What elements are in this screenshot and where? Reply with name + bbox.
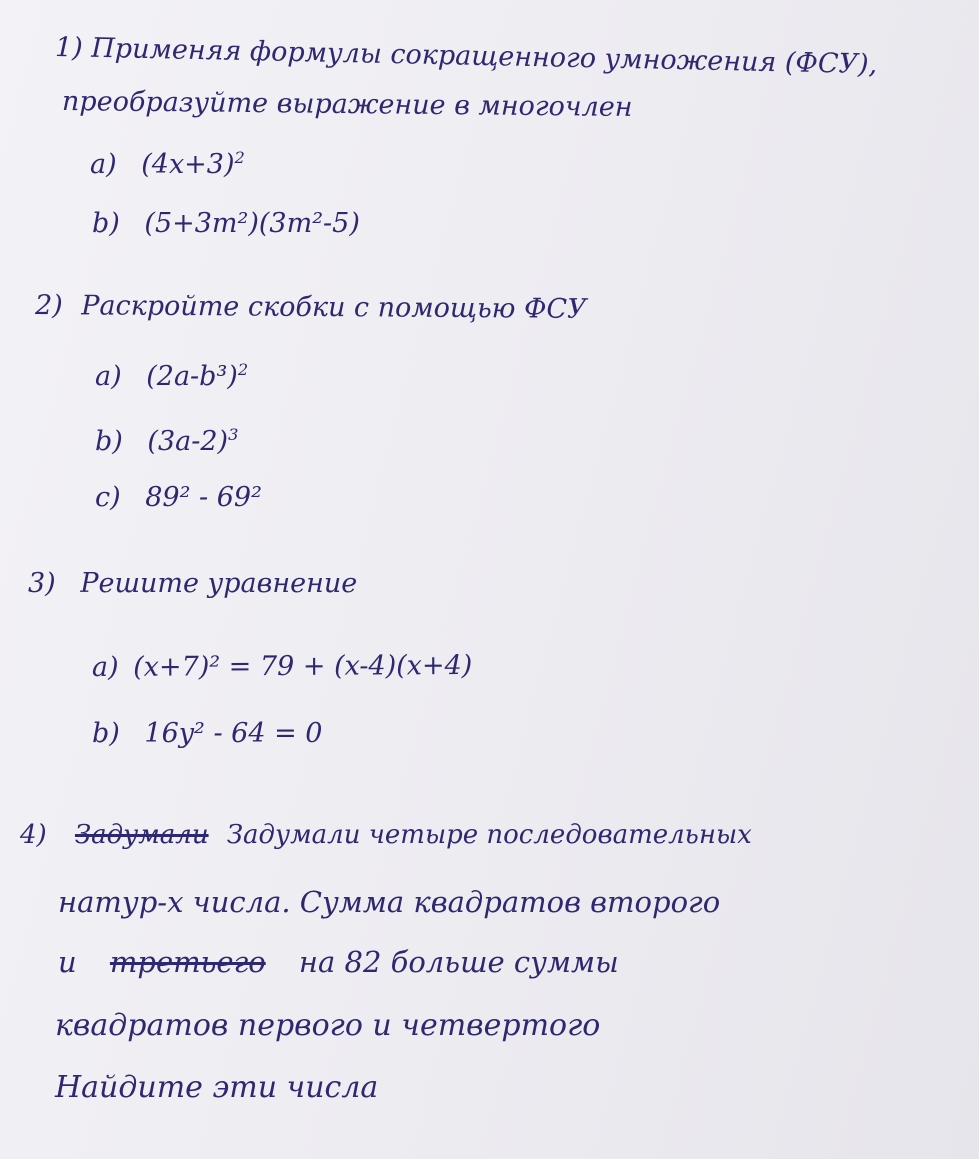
item-label: a)	[90, 149, 117, 180]
task2-title: Раскройте скобки с помощью ФСУ	[81, 290, 587, 325]
task1-number: 1)	[54, 32, 84, 64]
item-label: b)	[92, 718, 120, 749]
task1-header	[55, 32, 878, 82]
task1-item-a	[90, 148, 245, 181]
item-expression: (3a-2)	[147, 426, 229, 457]
item-label: b)	[92, 208, 120, 239]
item-label: a)	[91, 651, 119, 683]
task4-line2: натур-х числа. Сумма квадратов второго	[58, 885, 721, 919]
task1-title-line2: преобразуйте выражение в многочлен	[61, 86, 633, 123]
task4-header	[20, 820, 752, 851]
task3-item-a	[92, 650, 472, 684]
task4-line3-pre: и	[58, 945, 77, 979]
item-expression: (2a-b³)	[146, 361, 238, 392]
item-label: b)	[95, 426, 123, 457]
item-expression: 89² - 69²	[145, 482, 262, 513]
task2-item-c	[95, 482, 262, 514]
task3-header	[28, 568, 357, 600]
task3-number: 3)	[28, 568, 56, 599]
task2-item-a	[95, 360, 248, 393]
task4-line3-struck: третьего	[109, 945, 266, 979]
task3-title: Решите уравнение	[80, 568, 358, 599]
task4-line4: квадратов первого и четвертого	[55, 1008, 601, 1043]
item-expression: (x+7)² = 79 + (x-4)(x+4)	[133, 650, 473, 683]
item-expression: 16y² - 64 = 0	[144, 718, 323, 749]
task2-header	[35, 290, 587, 326]
item-exponent: 3	[228, 425, 239, 444]
item-exponent: 2	[234, 148, 245, 167]
task4-struck-word: Задумали	[74, 820, 209, 850]
item-expression: (4x+3)	[141, 149, 235, 180]
task1-title-line1: Применяя формулы сокращенного умножения (ФСУ),	[90, 32, 878, 81]
item-expression: (5+3m²)(3m²-5)	[144, 208, 360, 239]
task3-item-b	[92, 718, 322, 750]
task2-item-b	[95, 425, 238, 458]
task4-line1: Задумали четыре последовательных	[226, 820, 752, 850]
task4-number: 4)	[20, 820, 47, 850]
task2-number: 2)	[34, 290, 63, 322]
task4-line3	[58, 945, 619, 980]
item-label: c)	[95, 482, 121, 513]
item-label: a)	[95, 361, 122, 392]
task4-line3-post: на 82 больше суммы	[298, 945, 619, 979]
item-exponent: 2	[237, 360, 249, 379]
task1-item-b	[92, 208, 360, 240]
task4-line5: Найдите эти числа	[55, 1070, 379, 1105]
